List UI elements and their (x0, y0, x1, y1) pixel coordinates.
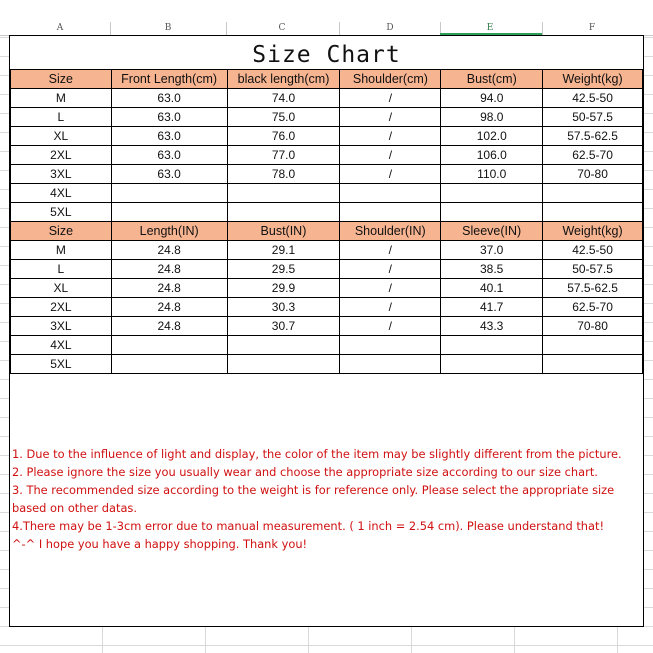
table-row (11, 184, 643, 203)
table-cell[interactable]: 110.0 (441, 165, 543, 184)
chart-title: Size Chart (252, 42, 401, 68)
table-cell[interactable] (441, 336, 543, 355)
column-separator[interactable] (339, 22, 340, 35)
table-cell[interactable]: 94.0 (441, 89, 543, 108)
column-separator[interactable] (542, 22, 543, 35)
column-header-c[interactable]: C (278, 23, 286, 33)
table-cell[interactable] (340, 184, 441, 203)
size-cell[interactable]: XL (11, 127, 112, 146)
size-cell[interactable]: 3XL (11, 317, 112, 336)
column-header-bar (0, 0, 653, 36)
note-line[interactable]: based on other datas. (12, 501, 137, 515)
note-line[interactable]: 4.There may be 1-3cm error due to manual measurement. ( 1 inch = 2.54 cm). Please understand that! (12, 519, 605, 533)
table-cell[interactable]: 24.8 (111, 241, 227, 260)
table-cell[interactable]: 43.3 (441, 317, 543, 336)
table-cell[interactable]: 24.8 (111, 279, 227, 298)
table-cell[interactable]: / (340, 241, 441, 260)
table-cell[interactable]: 106.0 (441, 146, 543, 165)
table-cell[interactable] (111, 355, 227, 374)
note-line[interactable]: 2. Please ignore the size you usually wear and choose the appropriate size according to our size chart. (12, 465, 598, 479)
table-row (11, 203, 643, 222)
table-row (11, 317, 643, 336)
table-cell[interactable]: / (340, 298, 441, 317)
table-row (11, 298, 643, 317)
table-cell[interactable]: 70-80 (543, 165, 643, 184)
table-cell[interactable]: 42.5-50 (543, 89, 643, 108)
table-cell[interactable]: 42.5-50 (543, 241, 643, 260)
table-header-row (11, 70, 643, 89)
size-cell[interactable]: XL (11, 279, 112, 298)
table-header-row (11, 222, 643, 241)
size-cell[interactable]: M (11, 241, 112, 260)
notes-block (12, 445, 640, 553)
table-cell[interactable]: / (340, 317, 441, 336)
note-line[interactable]: 1. Due to the influence of light and display, the color of the item may be slightly different from the picture. (12, 447, 622, 461)
table-cell[interactable] (111, 336, 227, 355)
table-cell[interactable]: / (340, 108, 441, 127)
table-cell[interactable]: 57.5-62.5 (543, 127, 643, 146)
table-cell[interactable]: / (340, 146, 441, 165)
table-cell[interactable] (227, 336, 340, 355)
header-cell[interactable]: Size (11, 222, 112, 241)
table-cell[interactable]: 63.0 (111, 89, 227, 108)
table-cell[interactable] (543, 184, 643, 203)
header-cell[interactable]: Weight(kg) (543, 70, 643, 89)
table-cell[interactable]: 57.5-62.5 (543, 279, 643, 298)
table-cell[interactable] (441, 184, 543, 203)
table-row (11, 127, 643, 146)
column-header-e[interactable]: E (486, 23, 494, 33)
size-chart (9, 35, 644, 627)
table-cell[interactable]: 76.0 (227, 127, 340, 146)
table-cell[interactable]: 29.5 (227, 260, 340, 279)
column-header-d[interactable]: D (386, 23, 394, 33)
table-cell[interactable]: / (340, 127, 441, 146)
size-cell[interactable]: 5XL (11, 203, 112, 222)
table-cell[interactable]: 75.0 (227, 108, 340, 127)
table-cell[interactable]: 30.3 (227, 298, 340, 317)
header-cell[interactable]: Length(IN) (111, 222, 227, 241)
header-cell[interactable]: Sleeve(IN) (441, 222, 543, 241)
table-cell[interactable]: 24.8 (111, 298, 227, 317)
table-row (11, 241, 643, 260)
table-cell[interactable] (340, 355, 441, 374)
table-cell[interactable] (227, 184, 340, 203)
table-cell[interactable]: 70-80 (543, 317, 643, 336)
table-cell[interactable]: 29.1 (227, 241, 340, 260)
table-cell[interactable] (111, 203, 227, 222)
table-cell[interactable]: 77.0 (227, 146, 340, 165)
table-cell[interactable]: 78.0 (227, 165, 340, 184)
size-cell[interactable]: 2XL (11, 298, 112, 317)
table-cell[interactable]: 62.5-70 (543, 146, 643, 165)
table-cell[interactable]: 29.9 (227, 279, 340, 298)
column-header-f[interactable]: F (588, 23, 596, 33)
size-cell[interactable]: 3XL (11, 165, 112, 184)
table-cell[interactable]: 50-57.5 (543, 260, 643, 279)
size-cell[interactable]: 2XL (11, 146, 112, 165)
size-cell[interactable]: 4XL (11, 336, 112, 355)
header-cell[interactable]: Shoulder(cm) (340, 70, 441, 89)
note-line[interactable]: ^-^ I hope you have a happy shopping. Thank you! (12, 537, 308, 551)
size-cell[interactable]: M (11, 89, 112, 108)
table-cell[interactable]: 102.0 (441, 127, 543, 146)
header-cell[interactable]: Bust(IN) (227, 222, 340, 241)
table-cell[interactable]: 50-57.5 (543, 108, 643, 127)
table-cell[interactable]: 63.0 (111, 165, 227, 184)
table-cell[interactable]: / (340, 260, 441, 279)
table-row (11, 108, 643, 127)
table-cell[interactable] (340, 203, 441, 222)
column-header-a[interactable]: A (56, 23, 64, 33)
table-row (11, 336, 643, 355)
column-separator[interactable] (110, 22, 111, 35)
table-cell[interactable]: 98.0 (441, 108, 543, 127)
table-cell[interactable]: 30.7 (227, 317, 340, 336)
header-cell[interactable]: Shoulder(IN) (340, 222, 441, 241)
header-cell[interactable]: Size (11, 70, 112, 89)
table-row (11, 279, 643, 298)
table-cell[interactable]: 63.0 (111, 108, 227, 127)
header-cell[interactable]: Weight(kg) (543, 222, 643, 241)
header-cell[interactable]: black length(cm) (227, 70, 340, 89)
table-cell[interactable] (111, 184, 227, 203)
table-cell[interactable]: / (340, 165, 441, 184)
table-row (11, 89, 643, 108)
header-cell[interactable]: Bust(cm) (441, 70, 543, 89)
size-cell[interactable]: 5XL (11, 355, 112, 374)
table-cell[interactable] (340, 336, 441, 355)
table-cell[interactable]: 63.0 (111, 127, 227, 146)
column-separator[interactable] (226, 22, 227, 35)
table-cell[interactable]: 41.7 (441, 298, 543, 317)
table-cell[interactable]: 37.0 (441, 241, 543, 260)
table-cell[interactable]: 62.5-70 (543, 298, 643, 317)
table-row (11, 165, 643, 184)
table-cell[interactable]: 74.0 (227, 89, 340, 108)
size-cell[interactable]: 4XL (11, 184, 112, 203)
size-table-in (10, 221, 643, 374)
size-cell[interactable]: L (11, 108, 112, 127)
table-row (11, 146, 643, 165)
table-cell[interactable] (441, 355, 543, 374)
header-cell[interactable]: Front Length(cm) (111, 70, 227, 89)
table-cell[interactable]: 38.5 (441, 260, 543, 279)
table-cell[interactable] (543, 203, 643, 222)
size-cell[interactable]: L (11, 260, 112, 279)
table-cell[interactable] (543, 336, 643, 355)
table-row (11, 260, 643, 279)
table-cell[interactable]: 24.8 (111, 260, 227, 279)
table-row (11, 355, 643, 374)
size-table-cm (10, 69, 643, 222)
column-header-b[interactable]: B (164, 23, 172, 33)
table-cell[interactable]: / (340, 89, 441, 108)
table-cell[interactable]: / (340, 279, 441, 298)
table-cell[interactable]: 40.1 (441, 279, 543, 298)
table-cell[interactable]: 63.0 (111, 146, 227, 165)
table-cell[interactable] (543, 355, 643, 374)
table-cell[interactable] (227, 203, 340, 222)
table-cell[interactable] (227, 355, 340, 374)
note-line[interactable]: 3. The recommended size according to the weight is for reference only. Please select the appropriate size (12, 483, 615, 497)
table-cell[interactable]: 24.8 (111, 317, 227, 336)
table-cell[interactable] (441, 203, 543, 222)
